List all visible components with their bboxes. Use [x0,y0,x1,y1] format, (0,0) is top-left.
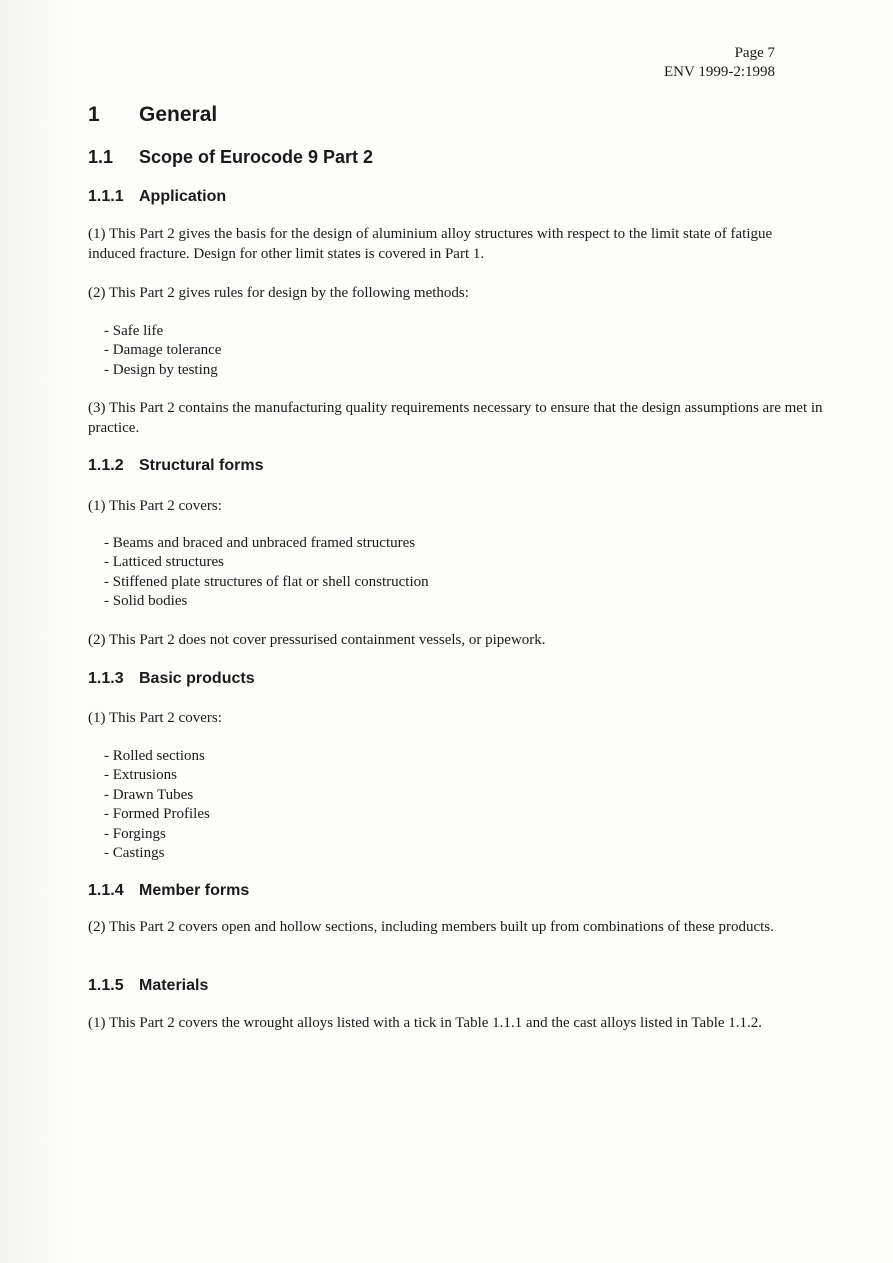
section-number: 1.1.1 [88,188,124,205]
section-title: Member forms [139,882,250,899]
bullet-list [104,534,429,612]
paragraph: (3) This Part 2 contains the manufacturing quality requirements necessary to ensure that the design assumptions are met in practice. [88,400,823,436]
section-number: 1 [88,103,100,126]
section-number: 1.1.3 [88,670,124,687]
section-number: 1.1 [88,147,114,167]
section-1-1-heading [88,147,373,168]
list-item: - Solid bodies [104,593,188,610]
list-item: - Forgings [104,825,166,842]
section-title: Materials [139,977,209,994]
list-item: - Stiffened plate structures of flat or shell construction [104,573,429,590]
section-number: 1.1.4 [88,882,124,899]
list-item: - Drawn Tubes [104,786,194,803]
bullet-list [104,747,210,863]
section-title: Scope of Eurocode 9 Part 2 [139,147,374,167]
paragraph: (2) This Part 2 does not cover pressurised containment vessels, or pipework. [88,632,546,648]
paragraph: (1) This Part 2 gives the basis for the design of aluminium alloy structures with respect to the limit state of fatigue induced fracture. Design for other limit states is covered in Part 1. [88,226,773,262]
list-item: - Safe life [104,323,164,339]
list-item: - Beams and braced and unbraced framed structures [104,535,416,551]
section-number: 1.1.2 [88,457,124,474]
page-number: Page 7 [734,45,775,61]
section-1-1-5-heading [88,977,208,995]
section-1-1-1-heading [88,188,226,206]
list-item: - Castings [104,845,165,862]
bullet-list [104,322,221,380]
list-item: - Rolled sections [104,748,205,764]
paragraph: (1) This Part 2 covers: [88,498,222,514]
document-code: ENV 1999-2:1998 [664,64,775,80]
paragraph: (1) This Part 2 covers: [88,710,222,726]
paragraph: (1) This Part 2 covers the wrought alloys listed with a tick in Table 1.1.1 and the cast alloys listed in Table 1.1.2. [88,1015,763,1031]
paragraph: (2) This Part 2 covers open and hollow sections, including members built up from combinations of these products. [88,919,774,935]
section-title: General [139,103,218,126]
section-1-1-2-heading [88,457,263,475]
section-title: Structural forms [139,457,264,474]
list-item: - Formed Profiles [104,806,210,823]
page-header [664,44,775,82]
list-item: - Damage tolerance [104,342,222,359]
section-number: 1.1.5 [88,977,124,994]
section-title: Basic products [139,670,255,687]
section-title: Application [139,188,227,205]
list-item: - Latticed structures [104,554,224,571]
list-item: - Extrusions [104,767,177,784]
section-1-1-4-heading [88,882,249,900]
section-1-heading [88,103,217,127]
section-1-1-3-heading [88,670,255,688]
list-item: - Design by testing [104,361,218,378]
paragraph: (2) This Part 2 gives rules for design by the following methods: [88,285,469,301]
